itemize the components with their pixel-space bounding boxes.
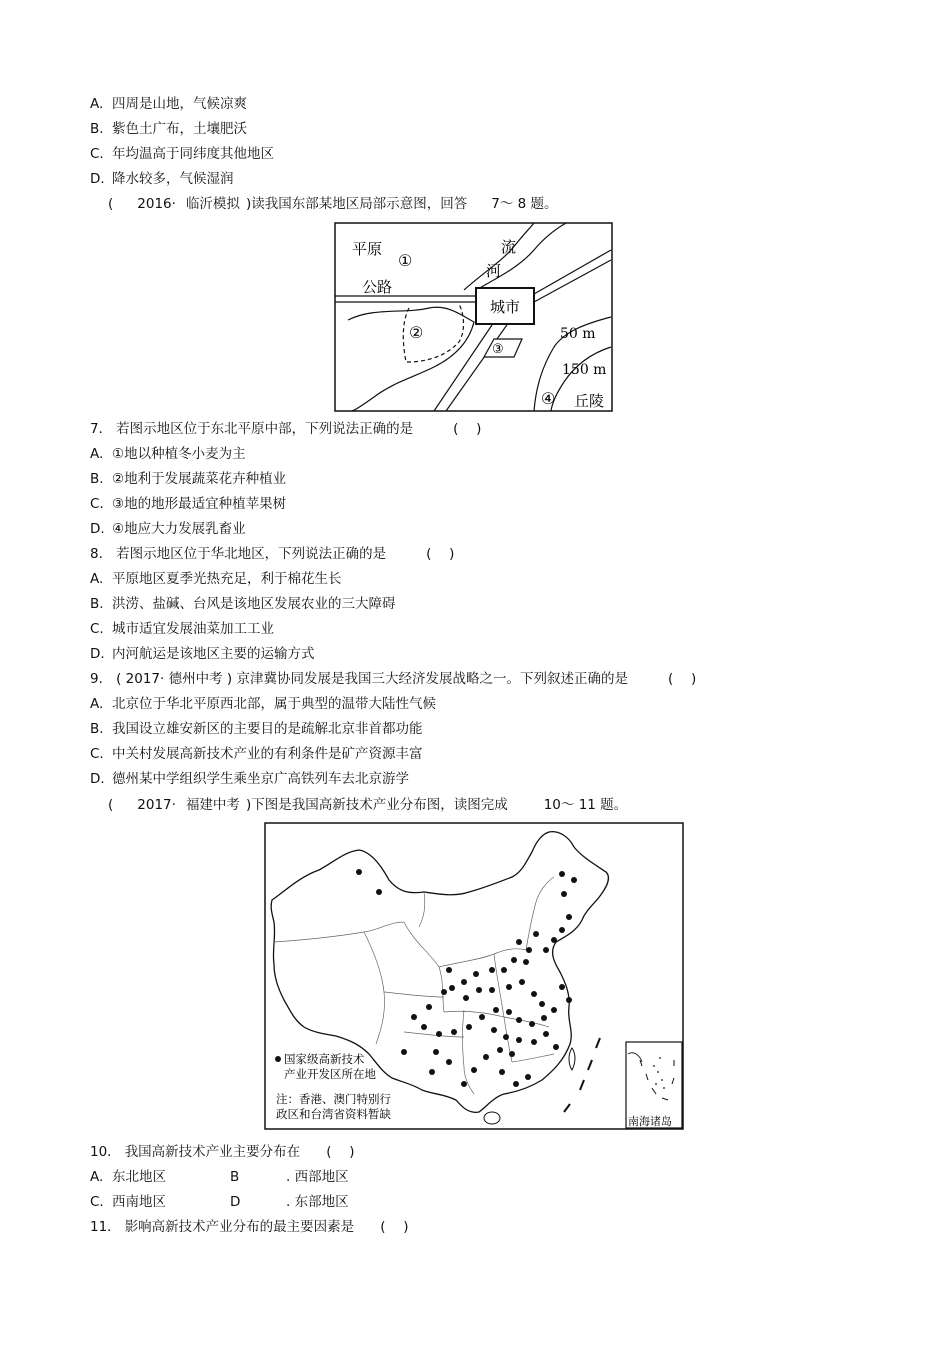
- q8-option-c: C. 城市适宜发展油菜加工工业: [90, 621, 274, 637]
- q6-option-a: A. 四周是山地，气候凉爽: [90, 96, 247, 112]
- contour-50m-label: 50 m: [560, 326, 596, 342]
- river-label-1: 流: [501, 238, 517, 256]
- q10-options-row-2: C. 西南地区 D . 东部地区: [90, 1194, 349, 1210]
- intro-7-8: ( 2016· 临沂模拟 )读我国东部某地区局部示意图，回答 7～ 8 题。: [108, 196, 558, 212]
- q6-option-b: B. 紫色土广布，土壤肥沃: [90, 121, 247, 137]
- circle-2-label: ②: [409, 323, 424, 342]
- q7-option-c: C. ③地的地形最适宜种植苹果树: [90, 496, 287, 512]
- q9-option-b: B. 我国设立雄安新区的主要目的是疏解北京非首都功能: [90, 721, 423, 737]
- q6-option-d: D. 降水较多，气候湿润: [90, 171, 234, 187]
- q6-option-c: C. 年均温高于同纬度其他地区: [90, 146, 274, 162]
- contour-150m-label: 150 m: [562, 362, 607, 378]
- regional-map-figure: [334, 222, 613, 412]
- circle-1-label: ①: [398, 251, 413, 270]
- circle-4-label: ④: [541, 389, 556, 408]
- q9-option-a: A. 北京位于华北平原西北部，属于典型的温带大陆性气候: [90, 696, 436, 712]
- q10-options-row-1: A. 东北地区 B . 西部地区: [90, 1169, 349, 1185]
- circle-3-label: ③: [492, 342, 504, 357]
- plain-label: 平原: [352, 240, 383, 258]
- legend-line-2: 产业开发区所在地: [284, 1067, 376, 1081]
- q7-stem: 7． 若图示地区位于东北平原中部，下列说法正确的是 ( ): [90, 421, 482, 437]
- legend-line-1: 国家级高新技术: [284, 1052, 365, 1066]
- city-label: 城市: [489, 298, 521, 316]
- q8-option-b: B. 洪涝、盐碱、台风是该地区发展农业的三大障碍: [90, 596, 396, 612]
- q9-stem: 9． ( 2017· 德州中考 ) 京津冀协同发展是我国三大经济发展战略之一。下列叙述正确的是 ( ): [90, 671, 697, 687]
- china-hightech-map: [264, 822, 684, 1130]
- south-china-sea-inset: [626, 1042, 682, 1128]
- hills-label: 丘陵: [574, 392, 605, 410]
- road-label: 公路: [362, 278, 393, 296]
- q9-option-c: C. 中关村发展高新技术产业的有利条件是矿产资源丰富: [90, 746, 423, 762]
- q8-option-d: D. 内河航运是该地区主要的运输方式: [90, 646, 315, 662]
- legend-dot: [275, 1056, 281, 1062]
- q9-option-d: D. 德州某中学组织学生乘坐京广高铁列车去北京游学: [90, 771, 409, 787]
- river-label-2: 河: [486, 262, 502, 280]
- q7-option-b: B. ②地利于发展蔬菜花卉种植业: [90, 471, 287, 487]
- note-line-2: 政区和台湾省资料暂缺: [276, 1107, 391, 1121]
- q7-option-d: D. ④地应大力发展乳畜业: [90, 521, 246, 537]
- q8-stem: 8． 若图示地区位于华北地区，下列说法正确的是 ( ): [90, 546, 455, 562]
- q8-option-a: A. 平原地区夏季光热充足，利于棉花生长: [90, 571, 342, 587]
- q7-option-a: A. ①地以种植冬小麦为主: [90, 446, 246, 462]
- q10-stem: 10． 我国高新技术产业主要分布在 ( ): [90, 1144, 355, 1160]
- intro-10-11: ( 2017· 福建中考 )下图是我国高新技术产业分布图，读图完成 10～ 11 题。: [108, 797, 628, 813]
- q11-stem: 11． 影响高新技术产业分布的最主要因素是 ( ): [90, 1219, 409, 1235]
- inset-label: 南海诸岛: [628, 1115, 672, 1128]
- note-line-1: 注：香港、澳门特别行: [276, 1092, 391, 1106]
